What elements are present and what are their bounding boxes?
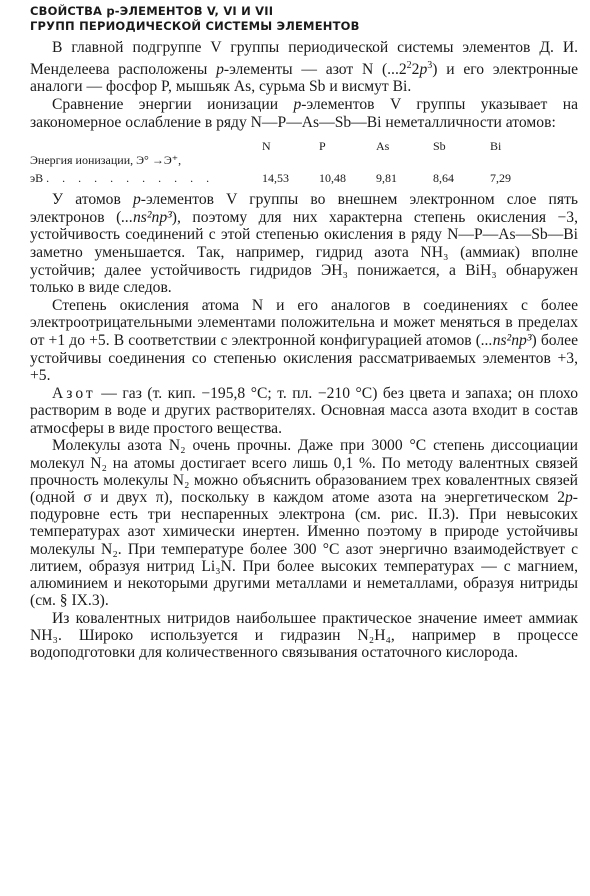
element-header: Bi [490, 139, 502, 154]
paragraph-3: У атомов p-элементов V группы во внешнем электронном слое пять электронов (...ns²np³), поэтому для них характерна степень окисления −3, устойчивость соединений с этой степенью окисления в ряду N—P—As—Sb—Bi заметно уменьшается. Так, например, гидрид азота NH₃ (аммиак) вполне устойчив; далее устойчивость гидридов ЭH₃ понижается, а BiH₃ обнаружен только в виде следов. [30, 191, 578, 297]
ionization-label: Энергия ионизации, Э° →Э⁺, [30, 153, 182, 168]
ionization-value-row [30, 171, 578, 185]
heading-line-1: СВОЙСТВА p-ЭЛЕМЕНТОВ V, VI И VII [30, 4, 274, 18]
term-nitrogen: Азот [52, 384, 96, 402]
paragraph-7: Из ковалентных нитридов наибольшее практическое значение имеет аммиак NH₃. Широко используется и гидразин N₂H₄, например в процессе водоподготовки для количественного связывания остаточного кислорода. [30, 609, 578, 661]
paragraph-4: Степень окисления атома N и его аналогов в соединениях с более электроотрицательными элементами положительна и может меняться в пределах от +1 до +5. В соответствии с электронной конфигурацией атомов (...ns²np³) более устойчивы соединения со степенью окисления рассматриваемых элементов +3, +5. [30, 296, 578, 385]
heading-line-2: ГРУПП ПЕРИОДИЧЕСКОЙ СИСТЕМЫ ЭЛЕМЕНТОВ [30, 19, 360, 33]
ionization-value: 8,64 [433, 171, 454, 186]
element-header: P [319, 139, 326, 154]
ionization-value: 7,29 [490, 171, 511, 186]
ionization-value: 10,48 [319, 171, 346, 186]
paragraph-2: Сравнение энергии ионизации p-элементов V группы указывает на закономерное ослабление в ряду N—P—As—Sb—Bi неметалличности атомов: [30, 95, 578, 131]
ionization-value: 9,81 [376, 171, 397, 186]
section-heading [30, 4, 578, 34]
paragraph-1: В главной подгруппе V группы периодической системы элементов Д. И. Менделеева расположены p-элементы — азот N $(...2^22p^3)$ и его электронные аналоги — фосфор P, мышьяк As, сурьма Sb и висмут Bi. [30, 39, 578, 96]
leader-dots: . . . . . . . . . . . [46, 171, 215, 186]
paragraph-6: Молекулы азота N₂ очень прочны. Даже при 3000 °С степень диссоциации молекул N₂ на атомы достигает всего лишь 0,1 %. По методу валентных связей прочность молекулы N₂ можно объяснить образованием трех ковалентных связей (одной σ и двух π), поскольку в каждом атоме азота на энергетическом 2p-подуровне есть три неспаренных электрона (см. рис. II.3). При невысоких температурах азот химически инертен. Именно поэтому в природе устойчивы молекулы N₂. При температуре более 300 °С азот энергично взаимодействует с литием, образуя нитрид Li₃N. При более высоких температурах — с магнием, алюминием и некоторыми другими металлами и неметаллами, образуя нитриды (см. § IX.3). [30, 437, 578, 610]
unit-label: эВ [30, 171, 44, 186]
ionization-value: 14,53 [262, 171, 289, 186]
element-header: Sb [433, 139, 446, 154]
element-header: N [262, 139, 271, 154]
element-header: As [376, 139, 390, 154]
ionization-header-row [30, 139, 578, 169]
ionization-energy-table [30, 139, 578, 185]
paragraph-5: Азот — газ (т. кип. −195,8 °С; т. пл. −210 °С) без цвета и запаха; он плохо растворим в воде и других растворителях. Основная масса азота входит в состав атмосферы в виде простого вещества. [30, 384, 578, 437]
